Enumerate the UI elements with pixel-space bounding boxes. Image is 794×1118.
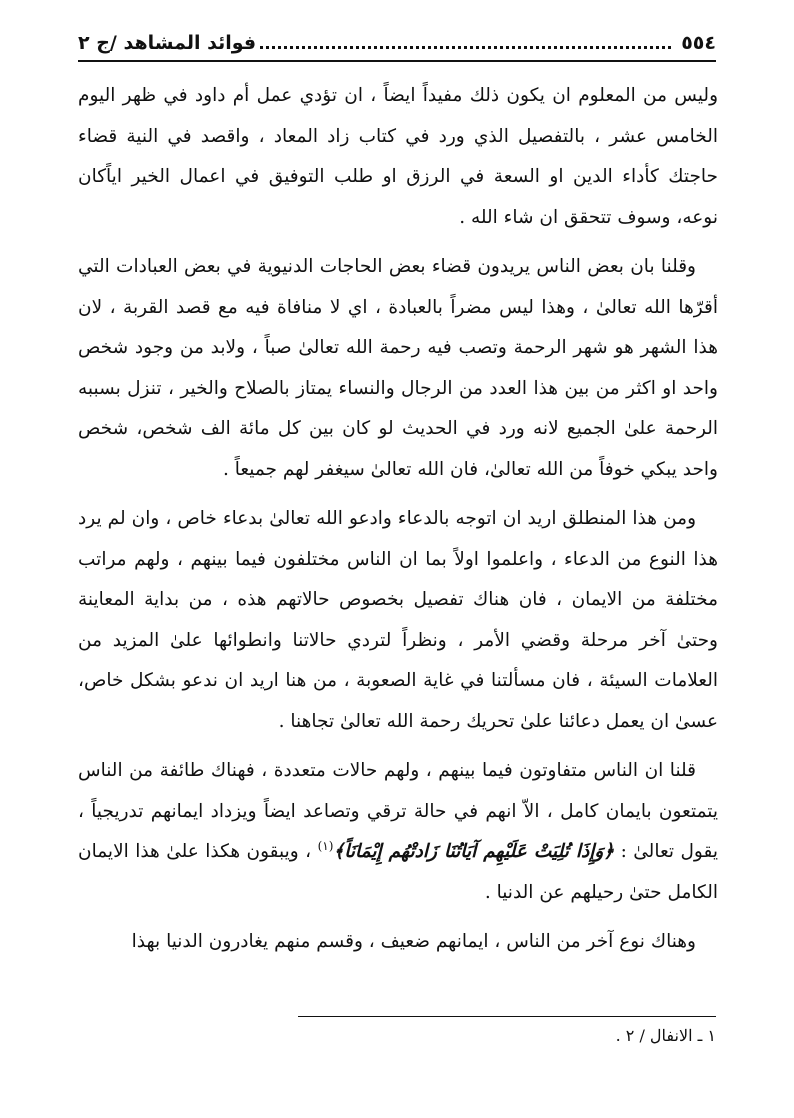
paragraph-2: وقلنا بان بعض الناس يريدون قضاء بعض الحاجات الدنيوية في بعض العبادات التي أقرّها الله تعالىٰ ، وهذا ليس مضراً بالعبادة ، اي لا منافاة فيه مع قصد القربة ، لان هذا الشهر هو شهر الرحمة وتصب فيه رحمة الله تعالىٰ صباً ، ولابد من وجود شخص واحد او اكثر من بين هذا العدد من الرجال والنساء يمتاز بالصلاح والخير ، تنزل بسببه الرحمة علىٰ الجميع لانه ورد في الحديث لو كان بين كل مائة الف شخص، شخص واحد يبكي خوفاً من الله تعالىٰ، فان الله تعالىٰ سيغفر لهم جميعاً . xyxy=(78,256,718,480)
header-rule xyxy=(78,60,716,62)
footnote-rule xyxy=(298,1016,716,1017)
body-text xyxy=(78,76,718,972)
paragraph-1: وليس من المعلوم ان يكون ذلك مفيداً ايضاً ، ان تؤدي عمل أم داود في ظهر اليوم الخامس عشر ، بالتفصيل الذي ورد في كتاب زاد المعاد ، واقصد في النية قضاء حاجتك كأداء الدين او السعة في الرزق او طلب التوفيق في اعمال الخير اياًكان نوعه، وسوف تتحقق ان شاء الله . xyxy=(78,85,718,228)
quran-verse: ﴿وَإِذَا تُلِيَتْ عَلَيْهِم آيَاتُنَا زَادتْهُم إِيْمَانَاً﴾ xyxy=(333,841,615,862)
footnote-reference: (١) xyxy=(317,838,334,853)
footnote: ١ ـ الانفال / ٢ . xyxy=(615,1026,716,1045)
running-title: فوائد المشاهد /ج ٢ xyxy=(78,32,257,54)
paragraph-3: ومن هذا المنطلق اريد ان اتوجه بالدعاء وادعو الله تعالىٰ بدعاء خاص ، وان لم يرد هذا النوع من الدعاء ، واعلموا اولاً بما ان الناس مختلفون فيما بينهم ، ولهم مراتب مختلفة من الايمان ، فان هناك تفصيل بخصوص حالاتهم هذه ، من بداية المعاينة وحتىٰ آخر مرحلة وقضي الأمر ، ونظراً لتردي حالاتنا وانطوائها علىٰ المزيد من العلامات السيئة ، فان مسألتنا في غاية الصعوبة ، من هنا اريد ان ندعو بشكل خاص، عسىٰ ان يعمل دعائنا علىٰ تحريك رحمة الله تعالىٰ تجاهنا . xyxy=(78,508,718,732)
paragraph-4-text-before: قلنا ان الناس متفاوتون فيما بينهم ، ولهم حالات متعددة ، فهناك طائفة من الناس يتمتعون بايمان كامل ، الاّ انهم في حالة ترقي وتصاعد ايضاً ويزداد ايمانهم تدريجياً ، يقول تعالىٰ : xyxy=(78,760,718,862)
page-number: ٥٥٤ xyxy=(681,32,716,54)
paragraph-5: وهناك نوع آخر من الناس ، ايمانهم ضعيف ، وقسم منهم يغادرون الدنيا بهذا xyxy=(131,931,696,952)
paragraph-4-text-after: ، ويبقون هكذا علىٰ هذا الايمان الكامل حتىٰ رحيلهم عن الدنيا . xyxy=(78,841,718,903)
paragraph-4 xyxy=(78,751,718,913)
page-header xyxy=(78,28,716,58)
header-dot-leader xyxy=(260,46,671,49)
